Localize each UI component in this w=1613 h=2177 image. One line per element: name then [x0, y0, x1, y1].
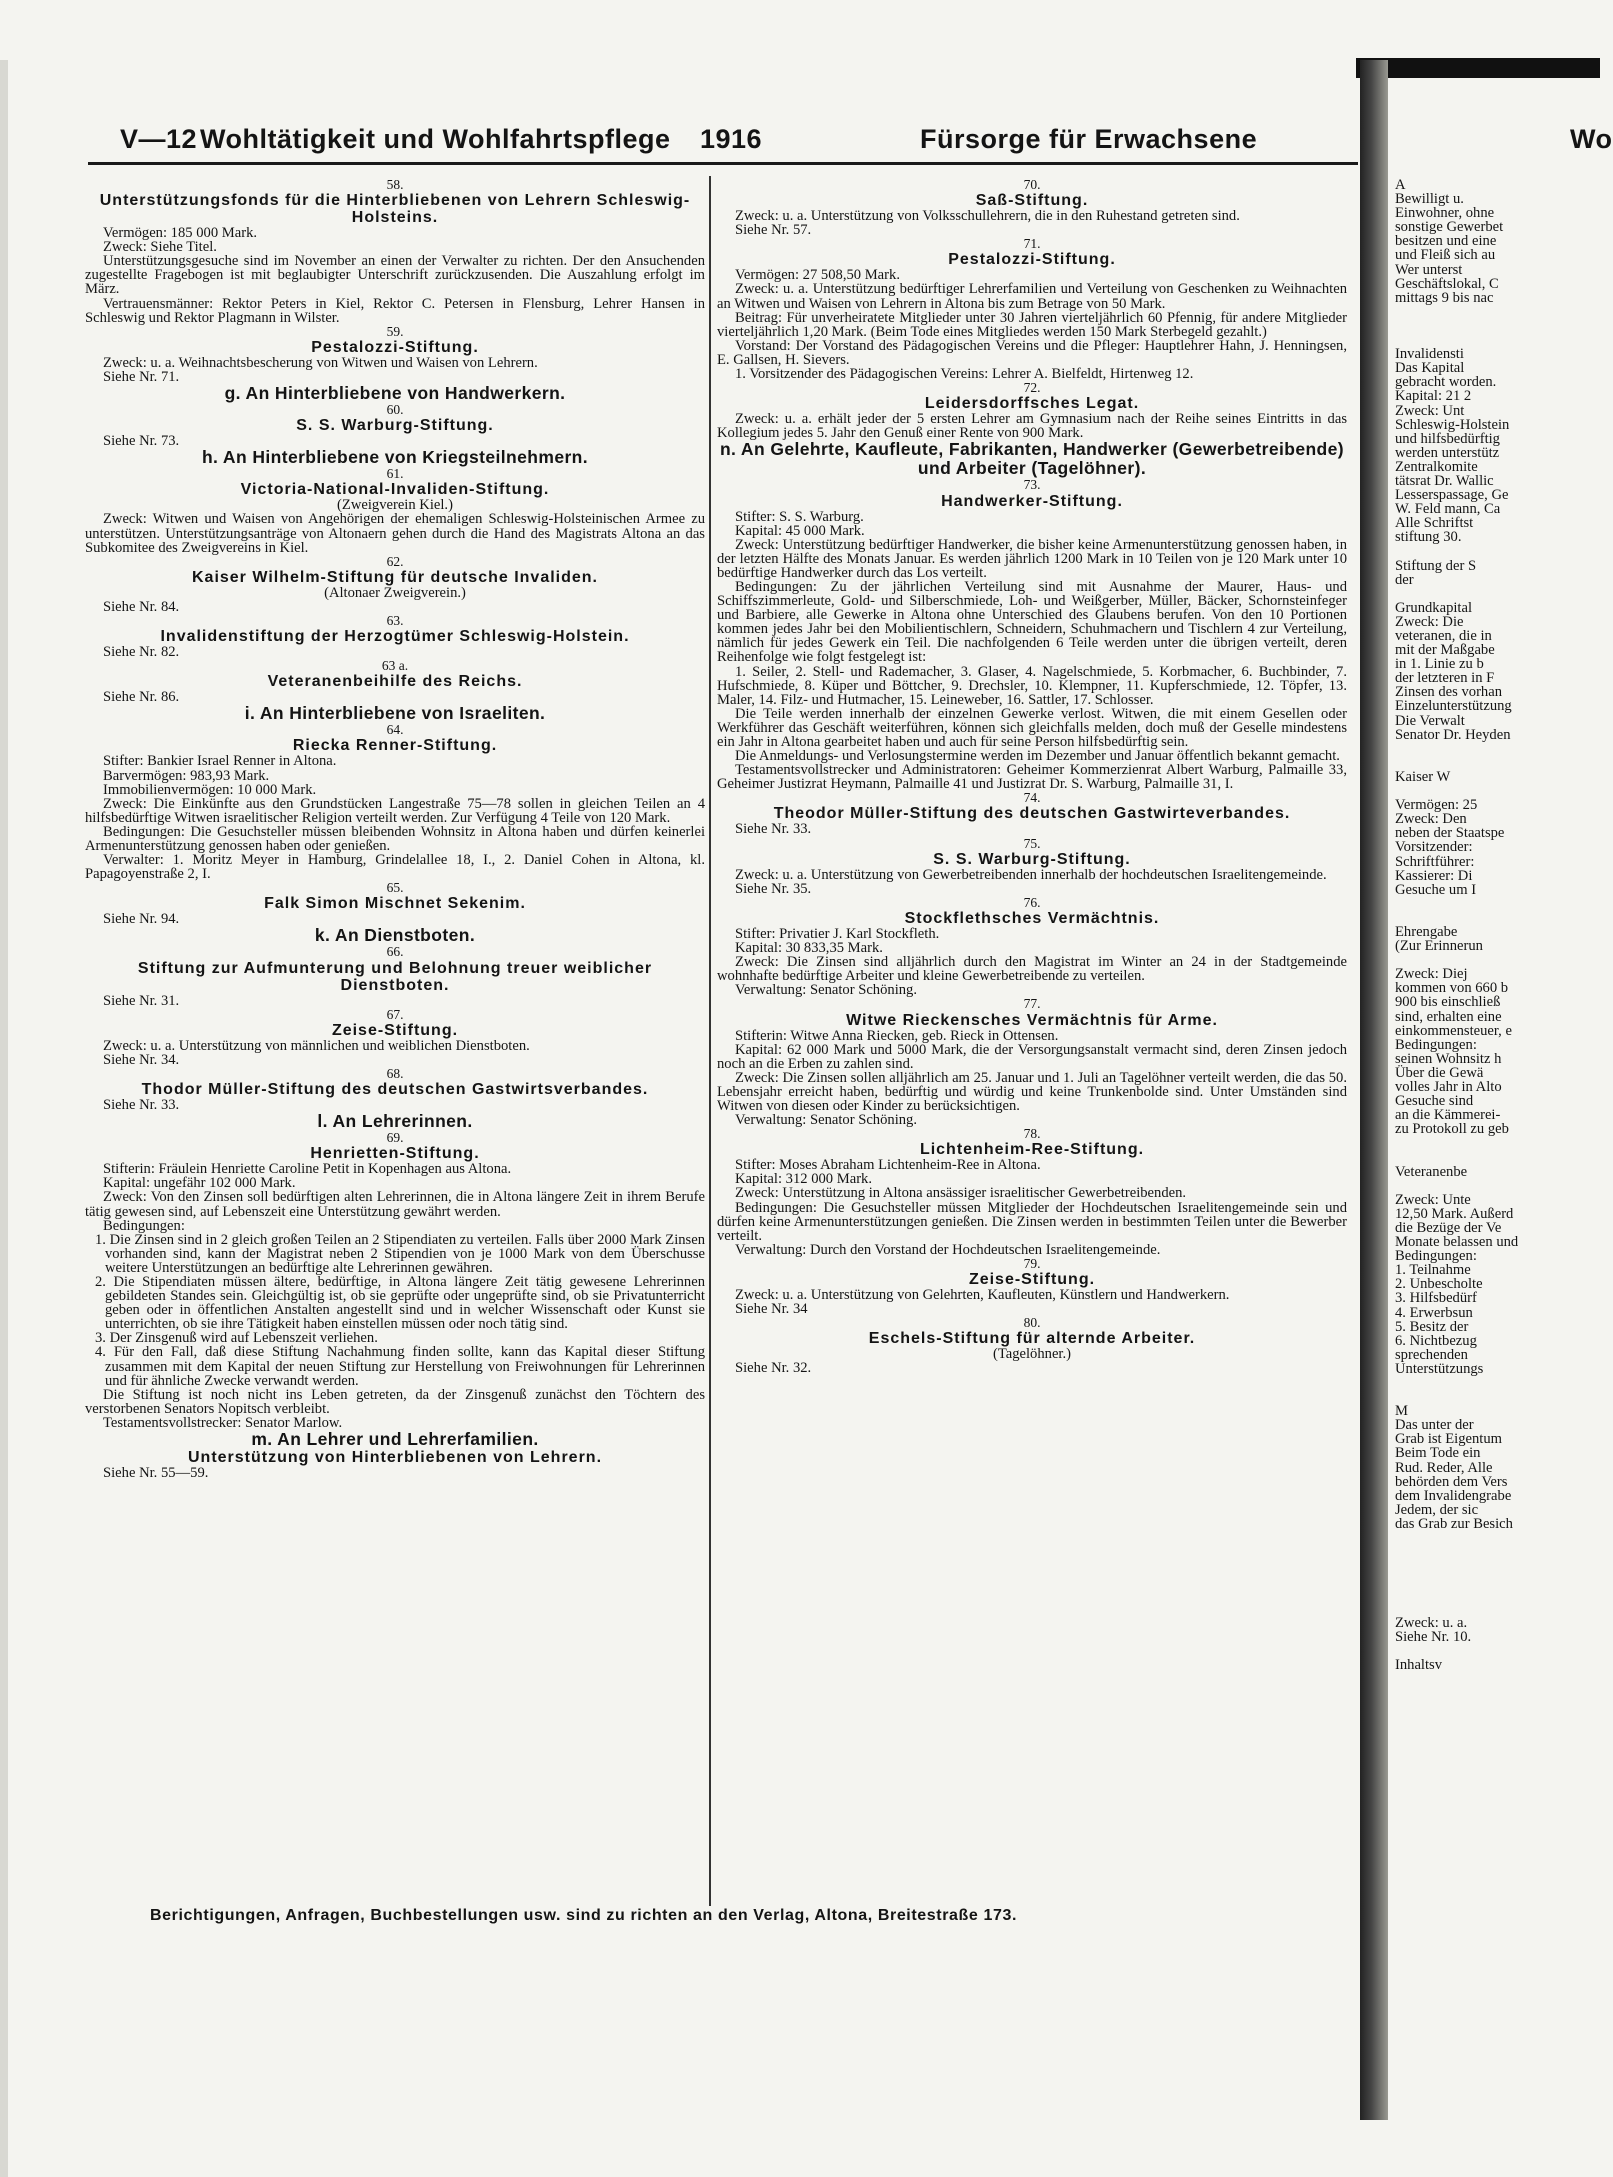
entry-number: 61. — [386, 466, 404, 482]
facing-page-line: 4. Erwerbsun — [1395, 1304, 1473, 1321]
facing-page-header: Wo — [1570, 124, 1613, 154]
entry-number: 62. — [386, 553, 404, 569]
left-column — [85, 178, 705, 1480]
facing-page-line — [1395, 1559, 1600, 1573]
entry-number: 74. — [1023, 790, 1041, 806]
facing-page-line: und hilfsbedürftig — [1395, 430, 1500, 447]
entry-number: 75. — [1023, 835, 1041, 851]
entry-title: Unterstützungsfonds für die Hinterbliebenen von Lehrern Schleswig-Holsteins. — [99, 192, 691, 227]
facing-page-line: Kassierer: Di — [1395, 867, 1473, 884]
facing-page-line — [1395, 544, 1600, 558]
facing-page-line: zu Protokoll zu geb — [1395, 1121, 1509, 1138]
facing-page-line — [1395, 1601, 1600, 1615]
entry-text: Siehe Nr. 57. — [735, 222, 812, 239]
facing-page-line: Rud. Reder, Alle — [1395, 1459, 1493, 1476]
entry-text: Die Anmeldungs- und Verlosungstermine werden im Dezember und Januar öffentlich bekannt gemacht. — [735, 748, 1340, 765]
entry-text: Stifterin: Fräulein Henriette Caroline Petit in Kopenhagen aus Altona. — [103, 1161, 512, 1178]
entry-title: Eschels-Stiftung für alternde Arbeiter. — [868, 1330, 1196, 1348]
entry-text: Siehe Nr. 33. — [103, 1097, 180, 1114]
entry-number: 80. — [1023, 1315, 1041, 1331]
facing-page-line: 3. Hilfsbedürf — [1395, 1290, 1477, 1307]
entry-text: Stifter: Bankier Israel Renner in Altona. — [103, 753, 337, 770]
entry-number: 63 a. — [381, 658, 409, 674]
entry-number: 78. — [1023, 1126, 1041, 1142]
facing-page-line — [1395, 305, 1600, 319]
entry-number: 70. — [1023, 177, 1041, 192]
facing-page-line: Grundkapital — [1395, 599, 1473, 616]
facing-page-line: Einzelunterstützung — [1395, 698, 1512, 715]
entry-text: Verwaltung: Durch den Vorstand der Hochdeutschen Israelitengemeinde. — [735, 1241, 1161, 1258]
entry-text: Siehe Nr. 84. — [103, 598, 180, 615]
entry-text: Verwalter: 1. Moritz Meyer in Hamburg, Grindelallee 18, I., 2. Daniel Cohen in Altona, kl. Papagoyenstraße 2, I. — [85, 852, 705, 883]
entry-title: Riecka Renner-Stiftung. — [292, 737, 498, 755]
entry-text: Siehe Nr. 34. — [103, 1051, 180, 1068]
facing-page-line: Vermögen: 25 — [1395, 797, 1478, 814]
facing-page-line: Siehe Nr. 10. — [1395, 1628, 1472, 1645]
facing-page-line — [1395, 1545, 1600, 1559]
facing-page-line — [1395, 953, 1600, 967]
column-divider — [709, 176, 711, 1906]
entry-text: Zweck: Witwen und Waisen von Angehörigen der ehemaligen Schleswig-Holsteinischen Armee zu unterstützen. Unterstützungsanträge von Altonaern gehen durch die Hand des Magistrats Altona an das Subkomitee des Zweigvereins in Kiel. — [85, 511, 705, 556]
facing-page-line — [1395, 1136, 1600, 1150]
entry-title: Zeise-Stiftung. — [331, 1021, 459, 1039]
entry-text: Kapital: 312 000 Mark. — [735, 1171, 872, 1188]
entry-text: Siehe Nr. 35. — [735, 880, 812, 897]
list-item: 4. Für den Fall, daß diese Stiftung Nachahmung finden sollte, kann das Kapital dieser Stiftung zusammen mit dem Kapital der neuen Stiftung zur Herstellung von Freiwohnungen für Lehrerinnen und für ähnliche Zwecke verwandt werden. — [95, 1344, 705, 1389]
facing-page-line: Inhaltsv — [1395, 1656, 1443, 1673]
entry-number: 67. — [386, 1006, 404, 1022]
facing-page-column — [1395, 178, 1600, 1918]
facing-page-line: behörden dem Vers — [1395, 1473, 1508, 1490]
entry-title: Leidersdorffsches Legat. — [924, 395, 1140, 413]
list-item: 3. Der Zinsgenuß wird auf Lebenszeit verliehen. — [95, 1330, 378, 1347]
facing-page-line: Alle Schriftst — [1395, 515, 1474, 532]
facing-page-line: sprechenden — [1395, 1346, 1468, 1363]
entry-text: Zweck: u. a. Unterstützung von Gewerbetreibenden innerhalb der hochdeutschen Israelitengemeinde. — [735, 866, 1327, 883]
facing-page-line: mittags 9 bis nac — [1395, 289, 1494, 306]
entry-title: Unterstützung von Hinterbliebenen von Lehrern. — [187, 1449, 603, 1466]
facing-page-line: besitzen und eine — [1395, 233, 1497, 250]
running-title: Wohltätigkeit und Wohlfahrtspflege — [200, 124, 671, 154]
entry-title: Pestalozzi-Stiftung. — [948, 251, 1116, 269]
facing-page-line: Zentralkomite — [1395, 458, 1478, 475]
section-heading: n. An Gelehrte, Kaufleute, Fabrikanten, Handwerker (Gewerbetreibende) und Arbeiter (Tagelöhner). — [719, 439, 1345, 479]
entry-text: Verwaltung: Senator Schöning. — [735, 982, 917, 999]
facing-page-line: 5. Besitz der — [1395, 1318, 1469, 1335]
facing-page-line: Veteranenbe — [1395, 1163, 1468, 1180]
entry-title: Thodor Müller-Stiftung des deutschen Gastwirtsverbandes. — [141, 1081, 649, 1099]
facing-page-line: Zweck: Unt — [1395, 402, 1465, 419]
facing-page-line: 900 bis einschließ — [1395, 994, 1501, 1011]
facing-page-line: Lesserspassage, Ge — [1395, 487, 1509, 504]
facing-page-line: Geschäftslokal, C — [1395, 275, 1499, 292]
entry-title: Invalidenstiftung der Herzogtümer Schleswig-Holstein. — [160, 628, 630, 646]
entry-number: 66. — [386, 944, 404, 960]
facing-page-line: sind, erhalten eine — [1395, 1008, 1502, 1025]
entry-title: Veteranenbeihilfe des Reichs. — [267, 673, 523, 691]
entry-text: Siehe Nr. 31. — [103, 992, 180, 1009]
facing-page-line — [1395, 319, 1600, 333]
entry-text: Zweck: Die Zinsen sind alljährlich durch den Magistrat im Winter an 24 in der Stadtgemeinde wohnhafte bedürftige Arbeiter und kleine Gewerbetreibende zu verteilen. — [717, 954, 1347, 985]
entry-number: 65. — [386, 880, 404, 896]
facing-page-line: an die Kämmerei- — [1395, 1107, 1501, 1124]
list-item: 1. Die Zinsen sind in 2 gleich großen Teilen an 2 Stipendiaten zu verteilen. Falls über 2000 Mark Zinsen vorhanden sind, kann der Magistrat neben 2 Stipendien von je 1000 Mark von dem Überschusse weitere Unterstützungen an bedürftige alte Lehrerinnen gewähren. — [95, 1231, 705, 1276]
entry-text: Beitrag: Für unverheiratete Mitglieder unter 30 Jahren vierteljährlich 60 Pfennig, für andere Mitglieder vierteljährlich 1,20 Mark. (Beim Tode eines Mitgliedes werden 150 Mark Sterbegeld gezahlt.) — [717, 309, 1347, 340]
entry-text: Kapital: 30 833,35 Mark. — [735, 940, 883, 957]
facing-page-line: dem Invalidengrabe — [1395, 1487, 1512, 1504]
entry-text: Siehe Nr. 34 — [735, 1301, 808, 1318]
entry-text: Zweck: u. a. Unterstützung von Gelehrten, Kaufleuten, Künstlern und Handwerkern. — [735, 1287, 1230, 1303]
entry-number: 71. — [1023, 236, 1041, 252]
facing-page-line — [1395, 1587, 1600, 1601]
section-heading: k. An Dienstboten. — [314, 925, 476, 946]
entry-number: 72. — [1023, 380, 1041, 396]
entry-text: Stifterin: Witwe Anna Riecken, geb. Rieck in Ottensen. — [735, 1027, 1059, 1044]
entry-number: 76. — [1023, 894, 1041, 910]
facing-page-line: volles Jahr in Alto — [1395, 1079, 1502, 1095]
facing-page-line: einkommensteuer, e — [1395, 1022, 1512, 1039]
section-heading: l. An Lehrerinnen. — [317, 1111, 473, 1132]
facing-page-line: Wer unterst — [1395, 261, 1463, 278]
facing-page-line: Zweck: Diej — [1395, 966, 1468, 983]
entry-title: Henrietten-Stiftung. — [310, 1145, 480, 1163]
facing-page-line: mit der Maßgabe — [1395, 642, 1495, 659]
facing-page-line: 1. Teilnahme — [1395, 1262, 1471, 1279]
facing-page-line — [1395, 911, 1600, 925]
entry-number: 69. — [386, 1130, 404, 1146]
facing-page-line: der — [1395, 571, 1414, 588]
facing-page-line: Unterstützungs — [1395, 1360, 1484, 1377]
facing-page-line: Gesuche sind — [1395, 1093, 1474, 1110]
facing-page-line: gebracht worden. — [1395, 374, 1497, 391]
entry-text: Die Stiftung ist noch nicht ins Leben getreten, da der Zinsgenuß zunächst den Töchtern des verstorbenen Senators Nopitsch verbleibt. — [85, 1386, 705, 1417]
facing-page-line: Das unter der — [1395, 1417, 1474, 1434]
entry-text: Siehe Nr. 94. — [103, 911, 180, 928]
entry-text: Zweck: Von den Zinsen soll bedürftigen alten Lehrerinnen, die in Altona längere Zeit in ihrem Berufe tätig gewesen sind, auf Lebenszeit eine Unterstützung gewährt werden. — [85, 1189, 705, 1220]
entry-title: Zeise-Stiftung. — [968, 1271, 1096, 1288]
facing-page-line — [1395, 756, 1600, 770]
facing-page-line — [1395, 1644, 1600, 1658]
facing-page-line: Kaiser W — [1395, 768, 1451, 785]
section-title: Fürsorge für Erwachsene — [920, 124, 1258, 154]
facing-page-line: Ehrengabe — [1395, 923, 1458, 940]
facing-page-line: das Grab zur Besich — [1395, 1515, 1513, 1532]
entry-title: Lichtenheim-Ree-Stiftung. — [919, 1141, 1145, 1159]
binding-bar — [1356, 58, 1600, 78]
entry-number: 73. — [1023, 477, 1041, 493]
entry-text: Vertrauensmänner: Rektor Peters in Kiel, Rektor C. Petersen in Flensburg, Lehrer Hansen in Schleswig und Rektor Plagmann in Wilster. — [85, 295, 705, 326]
entry-text: Zweck: Siehe Titel. — [103, 239, 217, 256]
entry-number: 68. — [386, 1065, 404, 1081]
facing-page-line: Kapital: 21 2 — [1395, 388, 1472, 405]
entry-text: Immobilienvermögen: 10 000 Mark. — [103, 781, 317, 798]
entry-text: Vermögen: 27 508,50 Mark. — [735, 267, 900, 284]
facing-page-line: M — [1395, 1403, 1408, 1420]
entry-text: 1. Vorsitzender des Pädagogischen Vereins: Lehrer A. Bielfeldt, Hirtenweg 12. — [735, 366, 1194, 383]
facing-page-line: 12,50 Mark. Außerd — [1395, 1205, 1514, 1222]
entry-title: Victoria-National-Invaliden-Stiftung. — [240, 481, 550, 499]
facing-page-line — [1395, 333, 1600, 347]
facing-page-line: werden unterstütz — [1395, 444, 1500, 461]
entry-text: 1. Seiler, 2. Stell- und Rademacher, 3. Glaser, 4. Nagelschmiede, 5. Korbmacher, 6. Buchbinder, 7. Hufschmiede, 8. Küper und Böttcher, 9. Drechsler, 10. Klempner, 11. Kupferschmiede, 12. Töpfer, 13. Maler, 14. Filz- und Hutmacher, 15. Leineweber, 16. Sattler, 17. Schlosser. — [717, 663, 1347, 708]
entry-text: Stifter: S. S. Warburg. — [735, 508, 864, 525]
facing-page-line: Bedingungen: — [1395, 1036, 1477, 1053]
entry-text: Siehe Nr. 33. — [735, 821, 812, 838]
facing-page-line — [1395, 587, 1600, 601]
facing-page-line: Schriftführer: — [1395, 853, 1475, 870]
entry-text: Zweck: Die Einkünfte aus den Grundstücken Langestraße 75—78 sollen in gleichen Teilen an 4 hilfsbedürftige Witwen israelitischer Religion verteilt werden. Zur Verfügung 4 Teile von 120 Mark. — [85, 795, 705, 826]
facing-page-line: Zweck: Die — [1395, 613, 1464, 630]
entry-text: Siehe Nr. 73. — [103, 433, 180, 450]
facing-page-line: Stiftung der S — [1395, 557, 1477, 574]
facing-page-line: 2. Unbescholte — [1395, 1276, 1483, 1293]
entry-title: Stiftung zur Aufmunterung und Belohnung treuer weiblicher Dienstboten. — [137, 959, 653, 994]
entry-subtitle: (Tagelöhner.) — [993, 1346, 1071, 1363]
entry-text: Zweck: Unterstützung in Altona ansässiger israelitischer Gewerbetreibenden. — [735, 1185, 1187, 1202]
facing-page-line: neben der Staatspe — [1395, 825, 1505, 842]
section-heading: h. An Hinterbliebene von Kriegsteilnehmern. — [201, 447, 589, 468]
entry-text: Siehe Nr. 82. — [103, 644, 180, 661]
entry-subtitle: (Altonaer Zweigverein.) — [324, 584, 466, 601]
facing-page-line: Zweck: Den — [1395, 811, 1467, 828]
facing-page-line — [1395, 1179, 1600, 1193]
entry-number: 64. — [386, 722, 404, 738]
entry-title: Handwerker-Stiftung. — [941, 492, 1123, 510]
entry-text: Kapital: 62 000 Mark und 5000 Mark, die der Versorgungsanstalt vermacht sind, deren Zinsen jedoch noch an die Erben zu zahlen sind. — [717, 1041, 1347, 1072]
facing-page-line: 6. Nichtbezug — [1395, 1332, 1477, 1349]
entry-text: Zweck: Die Zinsen sollen alljährlich am 25. Januar und 1. Juli an Tagelöhner verteilt werden, die das 50. Lebensjahr erreicht haben, bedürftig und würdig und keine Trunkenbolde sind. Unter Umständen sind Witwen von diesen oder Kinder zu berücksichtigen. — [717, 1069, 1347, 1114]
entry-title: S. S. Warburg-Stiftung. — [296, 417, 494, 435]
facing-page-line: Einwohner, ohne — [1395, 205, 1495, 222]
facing-page-line: in 1. Linie zu b — [1395, 656, 1484, 673]
entry-text: Zweck: u. a. Unterstützung von männlichen und weiblichen Dienstboten. — [103, 1037, 530, 1054]
entry-text: Siehe Nr. 86. — [103, 689, 180, 706]
section-heading: m. An Lehrer und Lehrerfamilien. — [251, 1429, 539, 1449]
entry-title: Falk Simon Mischnet Sekenim. — [264, 895, 526, 913]
facing-page-line — [1395, 742, 1600, 756]
entry-text: Testamentsvollstrecker und Administratoren: Geheimer Kommerzienrat Albert Warburg, Palmaille 33, Geheimer Justizrat Heymann, Palmaille 41 und Justizrat Dr. S. Warburg, Palmaille 31, I. — [717, 762, 1347, 793]
entry-number: 63. — [386, 612, 404, 628]
facing-page-line: Zweck: Unte — [1395, 1191, 1471, 1208]
entry-text: Zweck: Unterstützung bedürftiger Handwerker, die bisher keine Armenunterstützung genossen haben, in der letzten Hälfte des Monats Januar. Es werden jährlich 1200 Mark in 10 Teilen von je 120 Mark unter 10 bedürftige Handwerker durch das Los verteilt. — [717, 536, 1347, 581]
facing-page-line: W. Feld mann, Ca — [1395, 501, 1501, 518]
entry-title: Saß-Stiftung. — [975, 192, 1089, 210]
entry-text: Bedingungen: Zu der jährlichen Verteilung sind mit Ausnahme der Maurer, Haus- und Schiffszimmerleute, Gold- und Silberschmiede, Loh- und Weißgerber, Müller, Bäcker, Schornsteinfeger und Barbiere, alle Gewerke in Altona ohne Unterschied des Glaubens berufen. Von den 10 Portionen kommen jedes Jahr bei den Mobilientischlern, Schneidern, Schuhmachern und Tischlern 4 zur Verteilung, nämlich für jedes Gewerk ein Teil. Die nachfolgenden 6 Teile werden unter die übrigen verteilt, deren Reihenfolge wie folgt festgelegt ist: — [717, 578, 1347, 666]
entry-text: Zweck: u. a. Unterstützung bedürftiger Lehrerfamilien und Verteilung von Geschenken zu Weihnachten an Witwen und Waisen von Lehrern in Altona bis zum Betrage von 50 Mark. — [717, 281, 1347, 312]
entry-title: S. S. Warburg-Stiftung. — [933, 850, 1131, 868]
entry-title: Theodor Müller-Stiftung des deutschen Gastwirteverbandes. — [773, 805, 1291, 823]
year: 1916 — [700, 124, 763, 154]
section-heading: g. An Hinterbliebene von Handwerkern. — [224, 383, 566, 404]
facing-page-line — [1395, 1376, 1600, 1390]
facing-page-line: (Zur Erinnerun — [1395, 938, 1483, 955]
facing-page-line: Beim Tode ein — [1395, 1445, 1481, 1462]
facing-page-line — [1395, 1150, 1600, 1164]
binding-gutter — [1360, 60, 1388, 2120]
facing-page-line: veteranen, die in — [1395, 628, 1492, 644]
facing-page-line: Jedem, der sic — [1395, 1501, 1479, 1518]
entry-text: Kapital: ungefähr 102 000 Mark. — [103, 1175, 296, 1192]
entry-text: Vermögen: 185 000 Mark. — [103, 225, 258, 242]
page-reference: V—12 — [120, 124, 198, 154]
facing-page-line: Gesuche um I — [1395, 881, 1477, 898]
entry-subtitle: (Zweigverein Kiel.) — [337, 497, 453, 514]
entry-title: Pestalozzi-Stiftung. — [311, 338, 479, 356]
entry-title: Kaiser Wilhelm-Stiftung für deutsche Invaliden. — [191, 568, 598, 586]
publisher-notice: Berichtigungen, Anfragen, Buchbestellungen usw. sind zu richten an den Verlag, Altona, Breitestraße 173. — [150, 1907, 1017, 1924]
entry-text: Die Teile werden innerhalb der einzelnen Gewerke verlost. Witwen, die mit einem Gesellen oder Werkführer das Geschäft weiterführen, können sich gleichfalls melden, doch muß der Geselle mindestens ein Jahr in Altona gearbeitet haben und auch für seine Person hilfsbedürftig sein. — [717, 705, 1347, 750]
entry-title: Witwe Rieckensches Vermächtnis für Arme. — [846, 1011, 1218, 1029]
facing-page-line — [1395, 1531, 1600, 1545]
facing-page-line: Grab ist Eigentum — [1395, 1431, 1503, 1448]
facing-page-line: Das Kapital — [1395, 360, 1465, 377]
facing-page-line: Über die Gewä — [1395, 1064, 1484, 1081]
facing-page-line: Bedingungen: — [1395, 1248, 1477, 1265]
facing-page-line: tätsrat Dr. Wallic — [1395, 472, 1494, 489]
entry-number: 77. — [1023, 996, 1041, 1012]
facing-page-line: und Fleiß sich au — [1395, 247, 1496, 264]
facing-page-line — [1395, 897, 1600, 911]
entry-text: Siehe Nr. 32. — [735, 1360, 812, 1377]
facing-page-line — [1395, 1390, 1600, 1404]
entry-number: 59. — [386, 323, 404, 339]
entry-text: Stifter: Moses Abraham Lichtenheim-Ree in Altona. — [735, 1157, 1041, 1174]
facing-page-line: Senator Dr. Heyden — [1395, 726, 1511, 743]
facing-page-line — [1395, 784, 1600, 798]
entry-text: Barvermögen: 983,93 Mark. — [103, 767, 270, 784]
facing-page-line: Schleswig-Holstein — [1395, 416, 1510, 433]
entry-number: 60. — [386, 402, 404, 418]
entry-text: Verwaltung: Senator Schöning. — [735, 1112, 917, 1129]
facing-page-line: kommen von 660 b — [1395, 980, 1509, 997]
entry-text: Testamentsvollstrecker: Senator Marlow. — [103, 1414, 343, 1431]
entry-text: Siehe Nr. 55—59. — [103, 1465, 209, 1481]
facing-page-line: Die Verwalt — [1395, 712, 1465, 729]
entry-text: Stifter: Privatier J. Karl Stockfleth. — [735, 925, 940, 942]
entry-title: Stockflethsches Vermächtnis. — [904, 909, 1160, 927]
facing-page-line: Invalidensti — [1395, 346, 1464, 363]
entry-text: Unterstützungsgesuche sind im November an einen der Verwalter zu richten. Der den Ansuchenden zugestellte Fragebogen ist mit beglaubigter Unterschrift zurückzusenden. Die Auszahlung erfolgt im März. — [85, 253, 705, 298]
facing-page-line: sonstige Gewerbet — [1395, 219, 1504, 236]
facing-page-line: Zinsen des vorhan — [1395, 684, 1502, 701]
entry-text: Bedingungen: Die Gesuchsteller müssen Mitglieder der Hochdeutschen Israelitengemeinde sein und dürfen keine Armenunterstützungen genießen. Die Zinsen werden in bestimmten Teilen unter die Bewerber verteilt. — [717, 1199, 1347, 1244]
facing-page-line — [1395, 1573, 1600, 1587]
section-heading: i. An Hinterbliebene von Israeliten. — [244, 703, 546, 724]
list-item: 2. Die Stipendiaten müssen ältere, bedürftige, in Altona längere Zeit tätig gewesene Lehrerinnen gebildeten Standes sein. Gleichgültig ist, ob sie geprüfte oder ungeprüfte sind, ob sie Privatunterricht geben oder in öffentlichen Anstalten angestellt sind und in welcher Wissenschaft oder Kunst sie unterrichten, ob sie ihre Tätigkeit haben einstellen müssen oder noch tätig sind. — [95, 1273, 705, 1333]
facing-page-line: Vorsitzender: — [1395, 839, 1473, 856]
entry-text: Bedingungen: — [103, 1217, 185, 1234]
facing-page-line: seinen Wohnsitz h — [1395, 1050, 1502, 1067]
entry-text: Zweck: u. a. erhält jeder der 5 ersten Lehrer am Gymnasium nach der Reihe seines Eintritts in das Kollegium jedes 5. Jahr den Genuß einer Rente von 900 Mark. — [717, 411, 1347, 442]
right-column — [717, 178, 1347, 1375]
facing-page-line: stiftung 30. — [1395, 529, 1462, 546]
entry-text: Siehe Nr. 71. — [103, 368, 180, 385]
entry-number: 58. — [386, 177, 404, 192]
facing-page-line: die Bezüge der Ve — [1395, 1219, 1502, 1236]
facing-page-line: A — [1395, 177, 1406, 193]
entry-text: Zweck: u. a. Weihnachtsbescherung von Witwen und Waisen von Lehrern. — [103, 354, 538, 371]
entry-text: Kapital: 45 000 Mark. — [735, 522, 865, 539]
entry-text: Zweck: u. a. Unterstützung von Volksschullehrern, die in den Ruhestand getreten sind. — [735, 208, 1240, 225]
header-rule — [88, 162, 1358, 165]
entry-number: 79. — [1023, 1255, 1041, 1271]
facing-page-line: der letzteren in F — [1395, 670, 1495, 687]
entry-text: Bedingungen: Die Gesuchsteller müssen bleibenden Wohnsitz in Altona haben und dürfen keinerlei Armenunterstützung genossen haben oder genießen. — [85, 823, 705, 854]
entry-text: Vorstand: Der Vorstand des Pädagogischen Vereins und die Pfleger: Hauptlehrer Hahn, J. Henningsen, E. Gallsen, H. Sievers. — [717, 337, 1347, 368]
facing-page-line: Monate belassen und — [1395, 1234, 1519, 1251]
facing-page-line: Zweck: u. a. — [1395, 1614, 1468, 1631]
facing-page-line: Bewilligt u. — [1395, 191, 1464, 208]
